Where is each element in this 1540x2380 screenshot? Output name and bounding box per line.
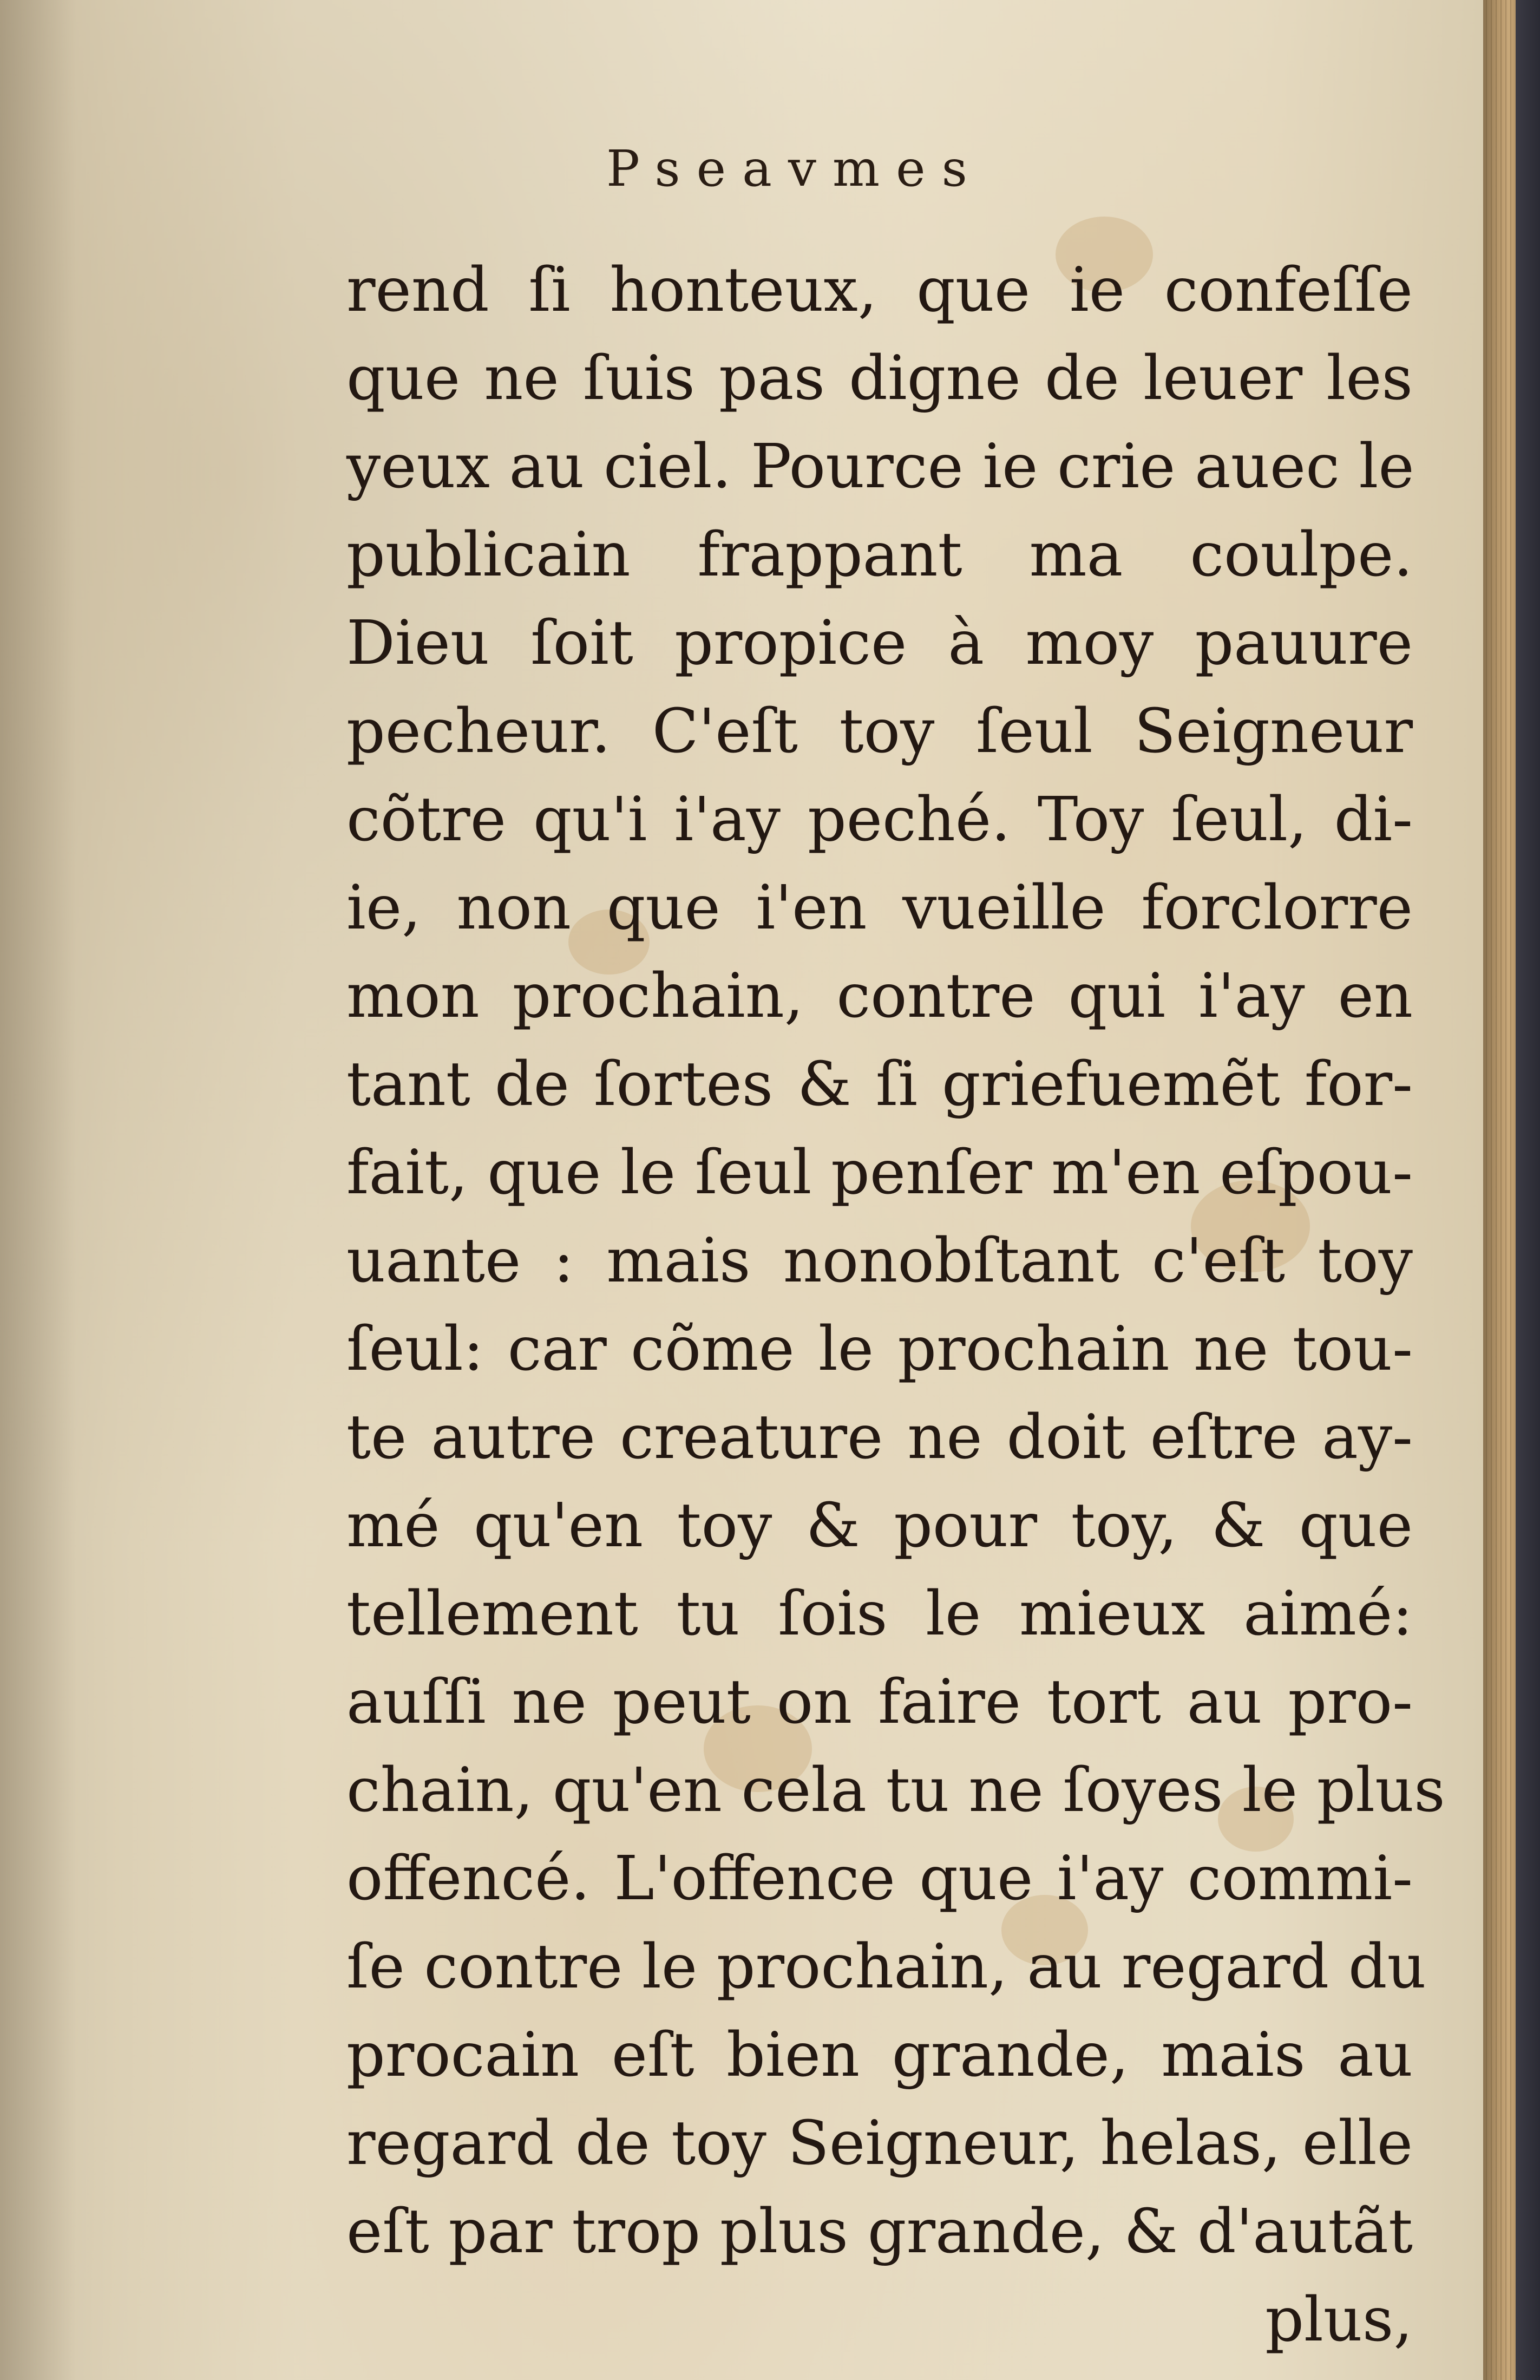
book-cover-edge xyxy=(1516,0,1540,2380)
body-text xyxy=(346,246,1445,2364)
text-line: chain, qu'en cela tu ne ſoyes le plus xyxy=(346,1755,1445,1826)
page-stack-edges xyxy=(1486,0,1513,2380)
text-line: auſſi ne peut on faire tort au pro- xyxy=(346,1667,1413,1737)
text-line: publicain frappant ma coulpe. xyxy=(346,520,1413,590)
running-head: Pseavmes xyxy=(606,140,984,198)
gutter-shadow xyxy=(0,0,76,2380)
text-line: te autre creature ne doit eſtre ay- xyxy=(346,1402,1413,1473)
text-line: mé qu'en toy & pour toy, & que xyxy=(346,1490,1413,1561)
text-line: mon prochain, contre qui i'ay en xyxy=(346,961,1413,1031)
text-line: Dieu ſoit propice à moy pauure xyxy=(346,608,1413,678)
text-line: que ne ſuis pas digne de leuer les xyxy=(346,343,1413,414)
text-line: rend ſi honteux, que ie confeſſe xyxy=(346,255,1413,325)
text-line: cõtre qu'i i'ay peché. Toy ſeul, di- xyxy=(346,784,1413,855)
text-line: tellement tu ſois le mieux aimé: xyxy=(346,1579,1413,1649)
text-line: regard de toy Seigneur, helas, elle xyxy=(346,2108,1413,2179)
text-line: uante : mais nonobſtant c'eſt toy xyxy=(346,1226,1413,1296)
text-line: offencé. L'offence que i'ay commi- xyxy=(346,1843,1413,1914)
text-line: yeux au ciel. Pource ie crie auec le xyxy=(346,431,1414,502)
text-line: ſe contre le prochain, au regard du xyxy=(346,1932,1426,2002)
text-line: pecheur. C'eſt toy ſeul Seigneur xyxy=(346,696,1413,767)
text-line: procain eſt bien grande, mais au xyxy=(346,2020,1413,2090)
text-line: ſeul: car cõme le prochain ne tou- xyxy=(346,1314,1413,1384)
text-line: eſt par trop plus grande, & d'autãt xyxy=(346,2196,1413,2267)
text-line: tant de ſortes & ſi griefuemẽt for- xyxy=(346,1049,1413,1120)
text-line: ie, non que i'en vueille forclorre xyxy=(346,873,1413,943)
text-line: fait, que le ſeul penſer m'en eſpou- xyxy=(346,1137,1413,1208)
catchword: plus, xyxy=(1265,2285,1413,2355)
